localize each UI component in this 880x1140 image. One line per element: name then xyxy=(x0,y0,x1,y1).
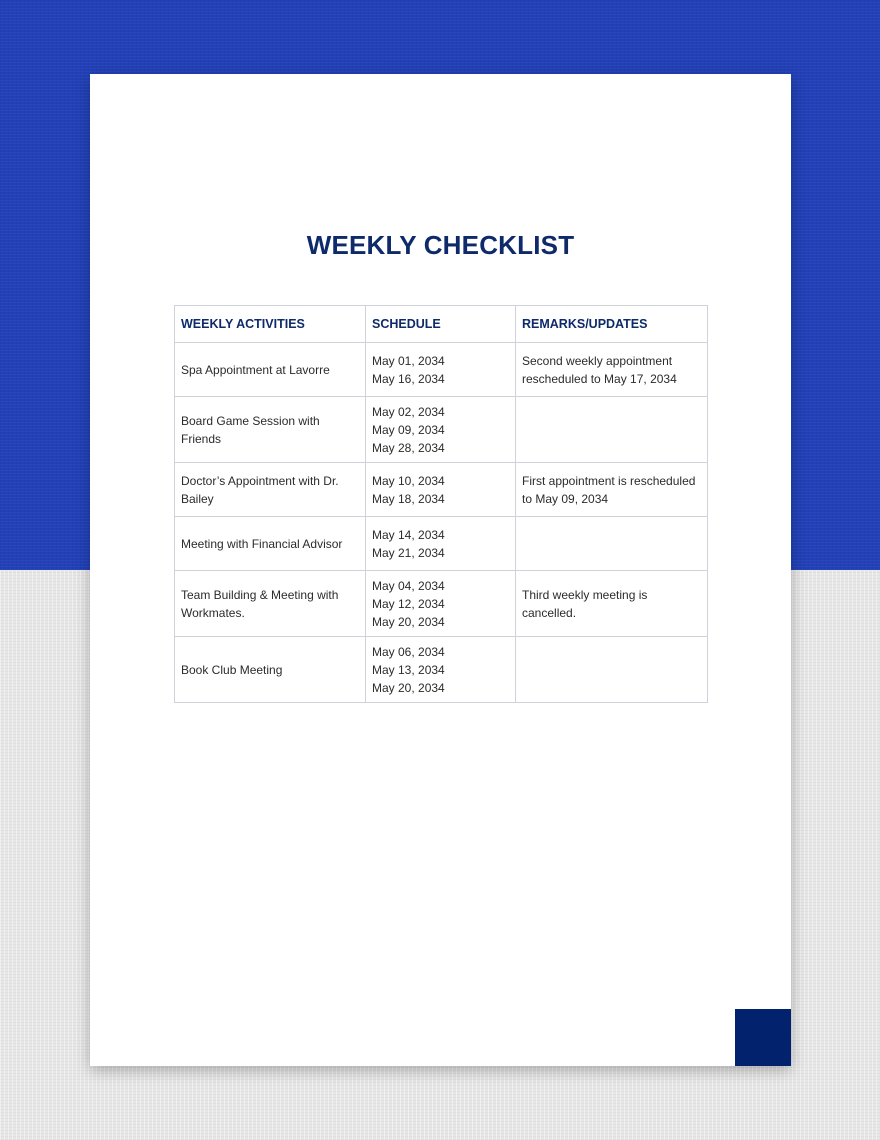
header-weekly-activities: WEEKLY ACTIVITIES xyxy=(175,306,366,343)
table-row xyxy=(175,637,708,703)
schedule-cell xyxy=(366,397,516,463)
schedule-date: May 13, 2034 xyxy=(372,662,445,677)
document-title: WEEKLY CHECKLIST xyxy=(306,230,575,260)
remarks-cell xyxy=(516,517,708,571)
schedule-cell xyxy=(366,343,516,397)
table-row xyxy=(175,517,708,571)
activity-cell: Doctor’s Appointment with Dr. Bailey xyxy=(175,463,366,517)
header-schedule: SCHEDULE xyxy=(366,306,516,343)
table-row xyxy=(175,397,708,463)
table-row xyxy=(175,343,708,397)
schedule-date: May 16, 2034 xyxy=(372,371,445,386)
schedule-date: May 20, 2034 xyxy=(372,614,445,629)
schedule-date: May 14, 2034 xyxy=(372,527,445,542)
remarks-cell xyxy=(516,397,708,463)
remarks-cell xyxy=(516,637,708,703)
schedule-date: May 20, 2034 xyxy=(372,680,445,695)
schedule-cell xyxy=(366,517,516,571)
schedule-cell xyxy=(366,463,516,517)
header-remarks-updates: REMARKS/UPDATES xyxy=(516,306,708,343)
schedule-cell xyxy=(366,571,516,637)
remarks-cell: Second weekly appointment rescheduled to May 17, 2034 xyxy=(516,343,708,397)
schedule-date: May 02, 2034 xyxy=(372,404,445,419)
activity-cell: Board Game Session with Friends xyxy=(175,397,366,463)
checklist-table xyxy=(174,305,708,703)
schedule-date: May 10, 2034 xyxy=(372,473,445,488)
schedule-date: May 01, 2034 xyxy=(372,353,445,368)
schedule-date: May 18, 2034 xyxy=(372,491,445,506)
activity-cell: Spa Appointment at Lavorre xyxy=(175,343,366,397)
schedule-date: May 04, 2034 xyxy=(372,578,445,593)
remarks-cell: Third weekly meeting is cancelled. xyxy=(516,571,708,637)
table-row xyxy=(175,463,708,517)
activity-cell: Book Club Meeting xyxy=(175,637,366,703)
activity-cell: Meeting with Financial Advisor xyxy=(175,517,366,571)
schedule-date: May 28, 2034 xyxy=(372,440,445,455)
schedule-cell xyxy=(366,637,516,703)
schedule-date: May 21, 2034 xyxy=(372,545,445,560)
remarks-cell: First appointment is rescheduled to May 09, 2034 xyxy=(516,463,708,517)
activity-cell: Team Building & Meeting with Workmates. xyxy=(175,571,366,637)
table-header-row xyxy=(175,306,708,343)
document-page xyxy=(90,74,791,1066)
schedule-date: May 09, 2034 xyxy=(372,422,445,437)
corner-accent-block xyxy=(735,1009,791,1066)
table-row xyxy=(175,571,708,637)
schedule-date: May 06, 2034 xyxy=(372,644,445,659)
schedule-date: May 12, 2034 xyxy=(372,596,445,611)
